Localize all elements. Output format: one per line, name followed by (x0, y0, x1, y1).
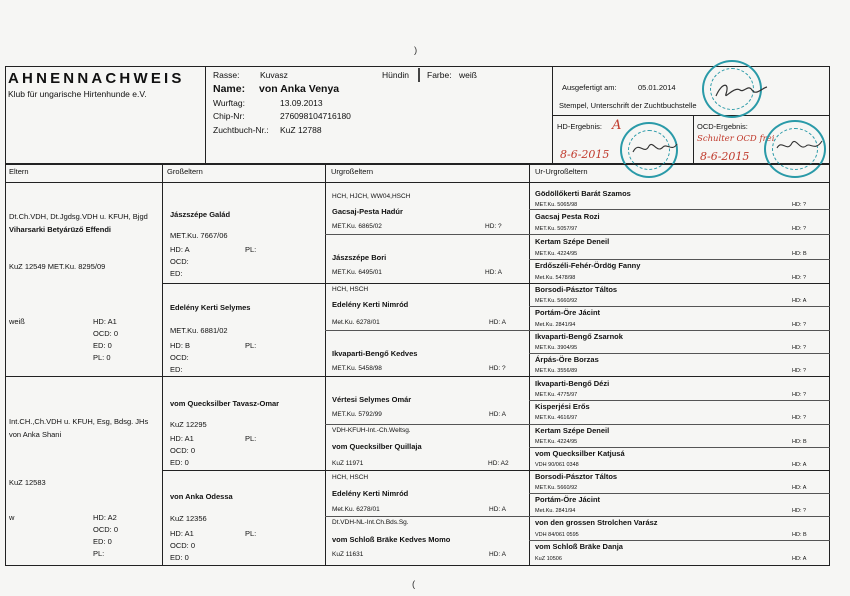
gggp-hd: HD: B (792, 439, 807, 445)
ggp-reg: MET.Ku. 5792/99 (332, 411, 382, 418)
gggp-hd: HD: ? (792, 415, 807, 421)
ggp-name: Jászszépe Bori (332, 253, 387, 262)
gggp-hd: HD: A (792, 556, 807, 562)
gggp-name: Borsodi-Pásztor Táltos (535, 472, 618, 481)
grandparent-reg: KuZ 12295 (170, 420, 207, 429)
parent-hd: HD: A2 (93, 513, 117, 522)
gggp-reg: Met.Ku. 2841/94 (535, 508, 576, 514)
grandparent-pl: PL: (245, 245, 257, 254)
ggp-name: Vértesi Selymes Omár (332, 395, 412, 404)
gggp-hd: HD: ? (792, 322, 807, 328)
ggp-reg: Met.Ku. 6278/01 (332, 506, 380, 513)
grandparent-ocd: OCD: 0 (170, 541, 196, 550)
gggp-hd: HD: B (792, 251, 807, 257)
grandparent-pl: PL: (245, 434, 257, 443)
signature-ocd (774, 136, 826, 158)
gggp-name: Erdőszéli-Fehér-Ördög Fanny (535, 261, 641, 270)
ggp-hd: HD: A (489, 319, 506, 326)
gggp-reg: MET.Ku. 4616/97 (535, 415, 578, 421)
parent-titles: Dt.Ch.VDH, Dt.Jgdsg.VDH u. KFUH, Bjgd (9, 212, 148, 221)
gggp-name: Portám-Öre Jácint (535, 495, 601, 504)
gggp-reg: KuZ 10506 (535, 556, 562, 562)
ggp-titles: HCH, HSCH (332, 286, 369, 293)
parent-ed: ED: 0 (93, 537, 112, 546)
grandparent-name: Edelény Kerti Selymes (170, 303, 251, 312)
ggp-hd: HD: A (489, 411, 506, 418)
ggp-reg: Met.Ku. 6278/01 (332, 319, 380, 326)
gggp-name: vom Schloß Bräke Danja (535, 542, 623, 551)
ggp-name: Ikvaparti-Bengő Kedves (332, 349, 418, 358)
ggp-reg: KuZ 11971 (332, 460, 364, 467)
gggp-reg: MET.Ku. 4775/97 (535, 392, 578, 398)
chip-label: Chip-Nr: (213, 111, 245, 121)
grandparent-name: vom Quecksilber Tavasz-Omar (170, 399, 280, 408)
sex-value: Hündin (382, 70, 409, 80)
name-label: Name: (213, 83, 246, 95)
ggp-name: Gacsaj-Pesta Hadúr (332, 207, 403, 216)
ocd-result-label: OCD-Ergebnis: (697, 122, 748, 131)
gggp-hd: HD: ? (792, 202, 807, 208)
ggp-reg: MET.Ku. 6495/01 (332, 269, 382, 276)
dog-name: von Anka Venya (259, 83, 340, 95)
gggp-name: Kisperjési Erős (535, 402, 590, 411)
gggp-hd: HD: ? (792, 345, 807, 351)
grandparent-ocd: OCD: 0 (170, 446, 196, 455)
rasse-value: Kuvasz (260, 70, 288, 80)
parent-pl: PL: (93, 549, 105, 558)
ggp-hd: HD: ? (485, 223, 502, 230)
parent-titles: Int.CH.,Ch.VDH u. KFUH, Esg, Bdsg. JHs (9, 417, 149, 426)
ggp-titles: HCH, HJCH, WW04,HSCH (332, 193, 411, 200)
signature-top (712, 78, 770, 104)
gggp-reg: MET.Ku. 4224/95 (535, 251, 578, 257)
ggp-reg: KuZ 11631 (332, 551, 364, 558)
parent-color: weiß (9, 317, 25, 326)
parent-reg: KuZ 12549 MET.Ku. 8295/09 (9, 262, 106, 271)
ggp-titles: Dt.VDH-NL-Int.Ch.Bds.Sg. (332, 519, 409, 526)
ocd-date-handwritten: 8-6-2015 (700, 150, 750, 163)
grandparent-hd: HD: A (170, 245, 190, 254)
parent-reg: KuZ 12583 (9, 478, 46, 487)
grandparent-reg: MET.Ku. 6881/02 (170, 326, 228, 335)
gggp-name: Ikvaparti-Bengő Dézi (535, 379, 610, 388)
parent-name: Viharsarki Betyárüző Effendi (9, 225, 111, 234)
gggp-reg: MET.Ku. 3556/89 (535, 368, 578, 374)
grandparent-hd: HD: B (170, 341, 191, 350)
gggp-hd: HD: ? (792, 226, 807, 232)
club-name: Klub für ungarische Hirtenhunde e.V. (8, 89, 147, 99)
gggp-reg: MET.Ku. 5057/97 (535, 226, 578, 232)
gggp-name: Gacsaj Pesta Rozi (535, 212, 600, 221)
punch-mark-top: ) (414, 45, 418, 56)
farbe-label: Farbe: (427, 70, 452, 80)
zuchtbuch-label: Zuchtbuch-Nr.: (213, 125, 269, 135)
grandparent-ocd: OCD: (170, 257, 189, 266)
hd-result-handwritten: A (612, 118, 622, 133)
gggp-hd: HD: ? (792, 392, 807, 398)
grandparent-ed: ED: 0 (170, 553, 189, 562)
ggp-name: Edelény Kerti Nimród (332, 300, 409, 309)
grandparent-hd: HD: A1 (170, 529, 194, 538)
wurftag-value: 13.09.2013 (280, 98, 323, 108)
grandparent-reg: KuZ 12356 (170, 514, 207, 523)
ggp-name: vom Schloß Bräke Kedves Momo (332, 535, 451, 544)
ggp-name: vom Quecksilber Quillaja (332, 442, 422, 451)
hd-result-label: HD-Ergebnis: (557, 122, 603, 131)
ggp-name: Edelény Kerti Nimród (332, 489, 409, 498)
gggp-reg: MET.Ku. 3904/95 (535, 345, 578, 351)
ggp-reg: MET.Ku. 6865/02 (332, 223, 382, 230)
grandparent-ed: ED: 0 (170, 458, 189, 467)
gggp-reg: VDH 84/061 0595 (535, 532, 579, 538)
gggp-hd: HD: A (792, 485, 807, 491)
ocd-result-handwritten: Schulter OCD frei (697, 134, 775, 144)
ggp-reg: MET.Ku. 5458/98 (332, 365, 382, 372)
gggp-reg: VDH 90/061 0348 (535, 462, 579, 468)
parent-hd: HD: A1 (93, 317, 117, 326)
gggp-hd: HD: A (792, 462, 807, 468)
grandparent-hd: HD: A1 (170, 434, 194, 443)
gggp-hd: HD: B (792, 532, 807, 538)
wurftag-label: Wurftag: (213, 98, 245, 108)
gggp-reg: Met.Ku. 5478/98 (535, 275, 576, 281)
gggp-name: vom Quecksilber Katjusá (535, 449, 625, 458)
ggp-hd: HD: A (489, 551, 506, 558)
ggp-hd: HD: A (489, 506, 506, 513)
gggp-hd: HD: ? (792, 368, 807, 374)
gggp-name: Kertam Szépe Deneil (535, 426, 610, 435)
grandparent-reg: MET.Ku. 7667/06 (170, 231, 228, 240)
grandparent-pl: PL: (245, 341, 257, 350)
signature-hd (630, 138, 680, 160)
ggp-hd: HD: ? (489, 365, 506, 372)
gggp-name: Árpás-Öre Borzas (535, 355, 599, 364)
stempel-label: Stempel, Unterschrift der Zuchtbuchstelle (559, 101, 697, 110)
gggp-reg: MET.Ku. 5065/98 (535, 202, 578, 208)
ggp-hd: HD: A2 (488, 460, 509, 467)
gggp-reg: MET.Ku. 5660/92 (535, 485, 578, 491)
grandparent-name: Jászszépe Galád (170, 210, 231, 219)
ausgefertigt-value: 05.01.2014 (638, 83, 676, 92)
rasse-label: Rasse: (213, 70, 240, 80)
grandparent-ocd: OCD: (170, 353, 189, 362)
parent-pl: PL: 0 (93, 353, 111, 362)
parent-ed: ED: 0 (93, 341, 112, 350)
col-urgrosseltern: Urgroßeltern (331, 167, 374, 176)
chip-value: 276098104716180 (280, 111, 351, 121)
gggp-reg: Met.Ku. 2841/94 (535, 322, 576, 328)
gggp-reg: MET.Ku. 4224/95 (535, 439, 578, 445)
gggp-hd: HD: A (792, 298, 807, 304)
gggp-reg: MET.Ku. 5660/92 (535, 298, 578, 304)
parent-color: w (9, 513, 15, 522)
gggp-hd: HD: ? (792, 275, 807, 281)
col-grosseltern: Großeltern (167, 167, 203, 176)
document-title: AHNENNACHWEIS (8, 70, 185, 87)
ggp-titles: HCH, HSCH (332, 474, 369, 481)
grandparent-pl: PL: (245, 529, 257, 538)
gggp-name: Borsodi-Pásztor Táltos (535, 285, 618, 294)
grandparent-ed: ED: (170, 269, 183, 278)
parent-ocd: OCD: 0 (93, 329, 119, 338)
ggp-titles: VDH-KFUH-Int.-Ch.Weltsg. (332, 427, 411, 434)
punch-mark-bottom: ( (412, 579, 416, 590)
grandparent-ed: ED: (170, 365, 183, 374)
gggp-name: von den grossen Strolchen Varász (535, 518, 658, 527)
gggp-hd: HD: ? (792, 508, 807, 514)
col-ur-urgrosseltern: Ur-Urgroßeltern (535, 167, 588, 176)
col-eltern: Eltern (9, 167, 29, 176)
hd-date-handwritten: 8-6-2015 (560, 148, 610, 161)
parent-ocd: OCD: 0 (93, 525, 119, 534)
zuchtbuch-value: KuZ 12788 (280, 125, 322, 135)
gggp-name: Gödöllőkerti Barát Szamos (535, 189, 631, 198)
farbe-value: weiß (459, 70, 477, 80)
pedigree-table (5, 164, 830, 566)
ggp-hd: HD: A (485, 269, 502, 276)
gggp-name: Kertam Szépe Deneil (535, 237, 610, 246)
ausgefertigt-label: Ausgefertigt am: (562, 83, 617, 92)
gggp-name: Ikvaparti-Bengő Zsarnok (535, 332, 623, 341)
grandparent-name: von Anka Odessa (170, 492, 233, 501)
gggp-name: Portám-Öre Jácint (535, 308, 601, 317)
parent-name: von Anka Shani (9, 430, 62, 439)
